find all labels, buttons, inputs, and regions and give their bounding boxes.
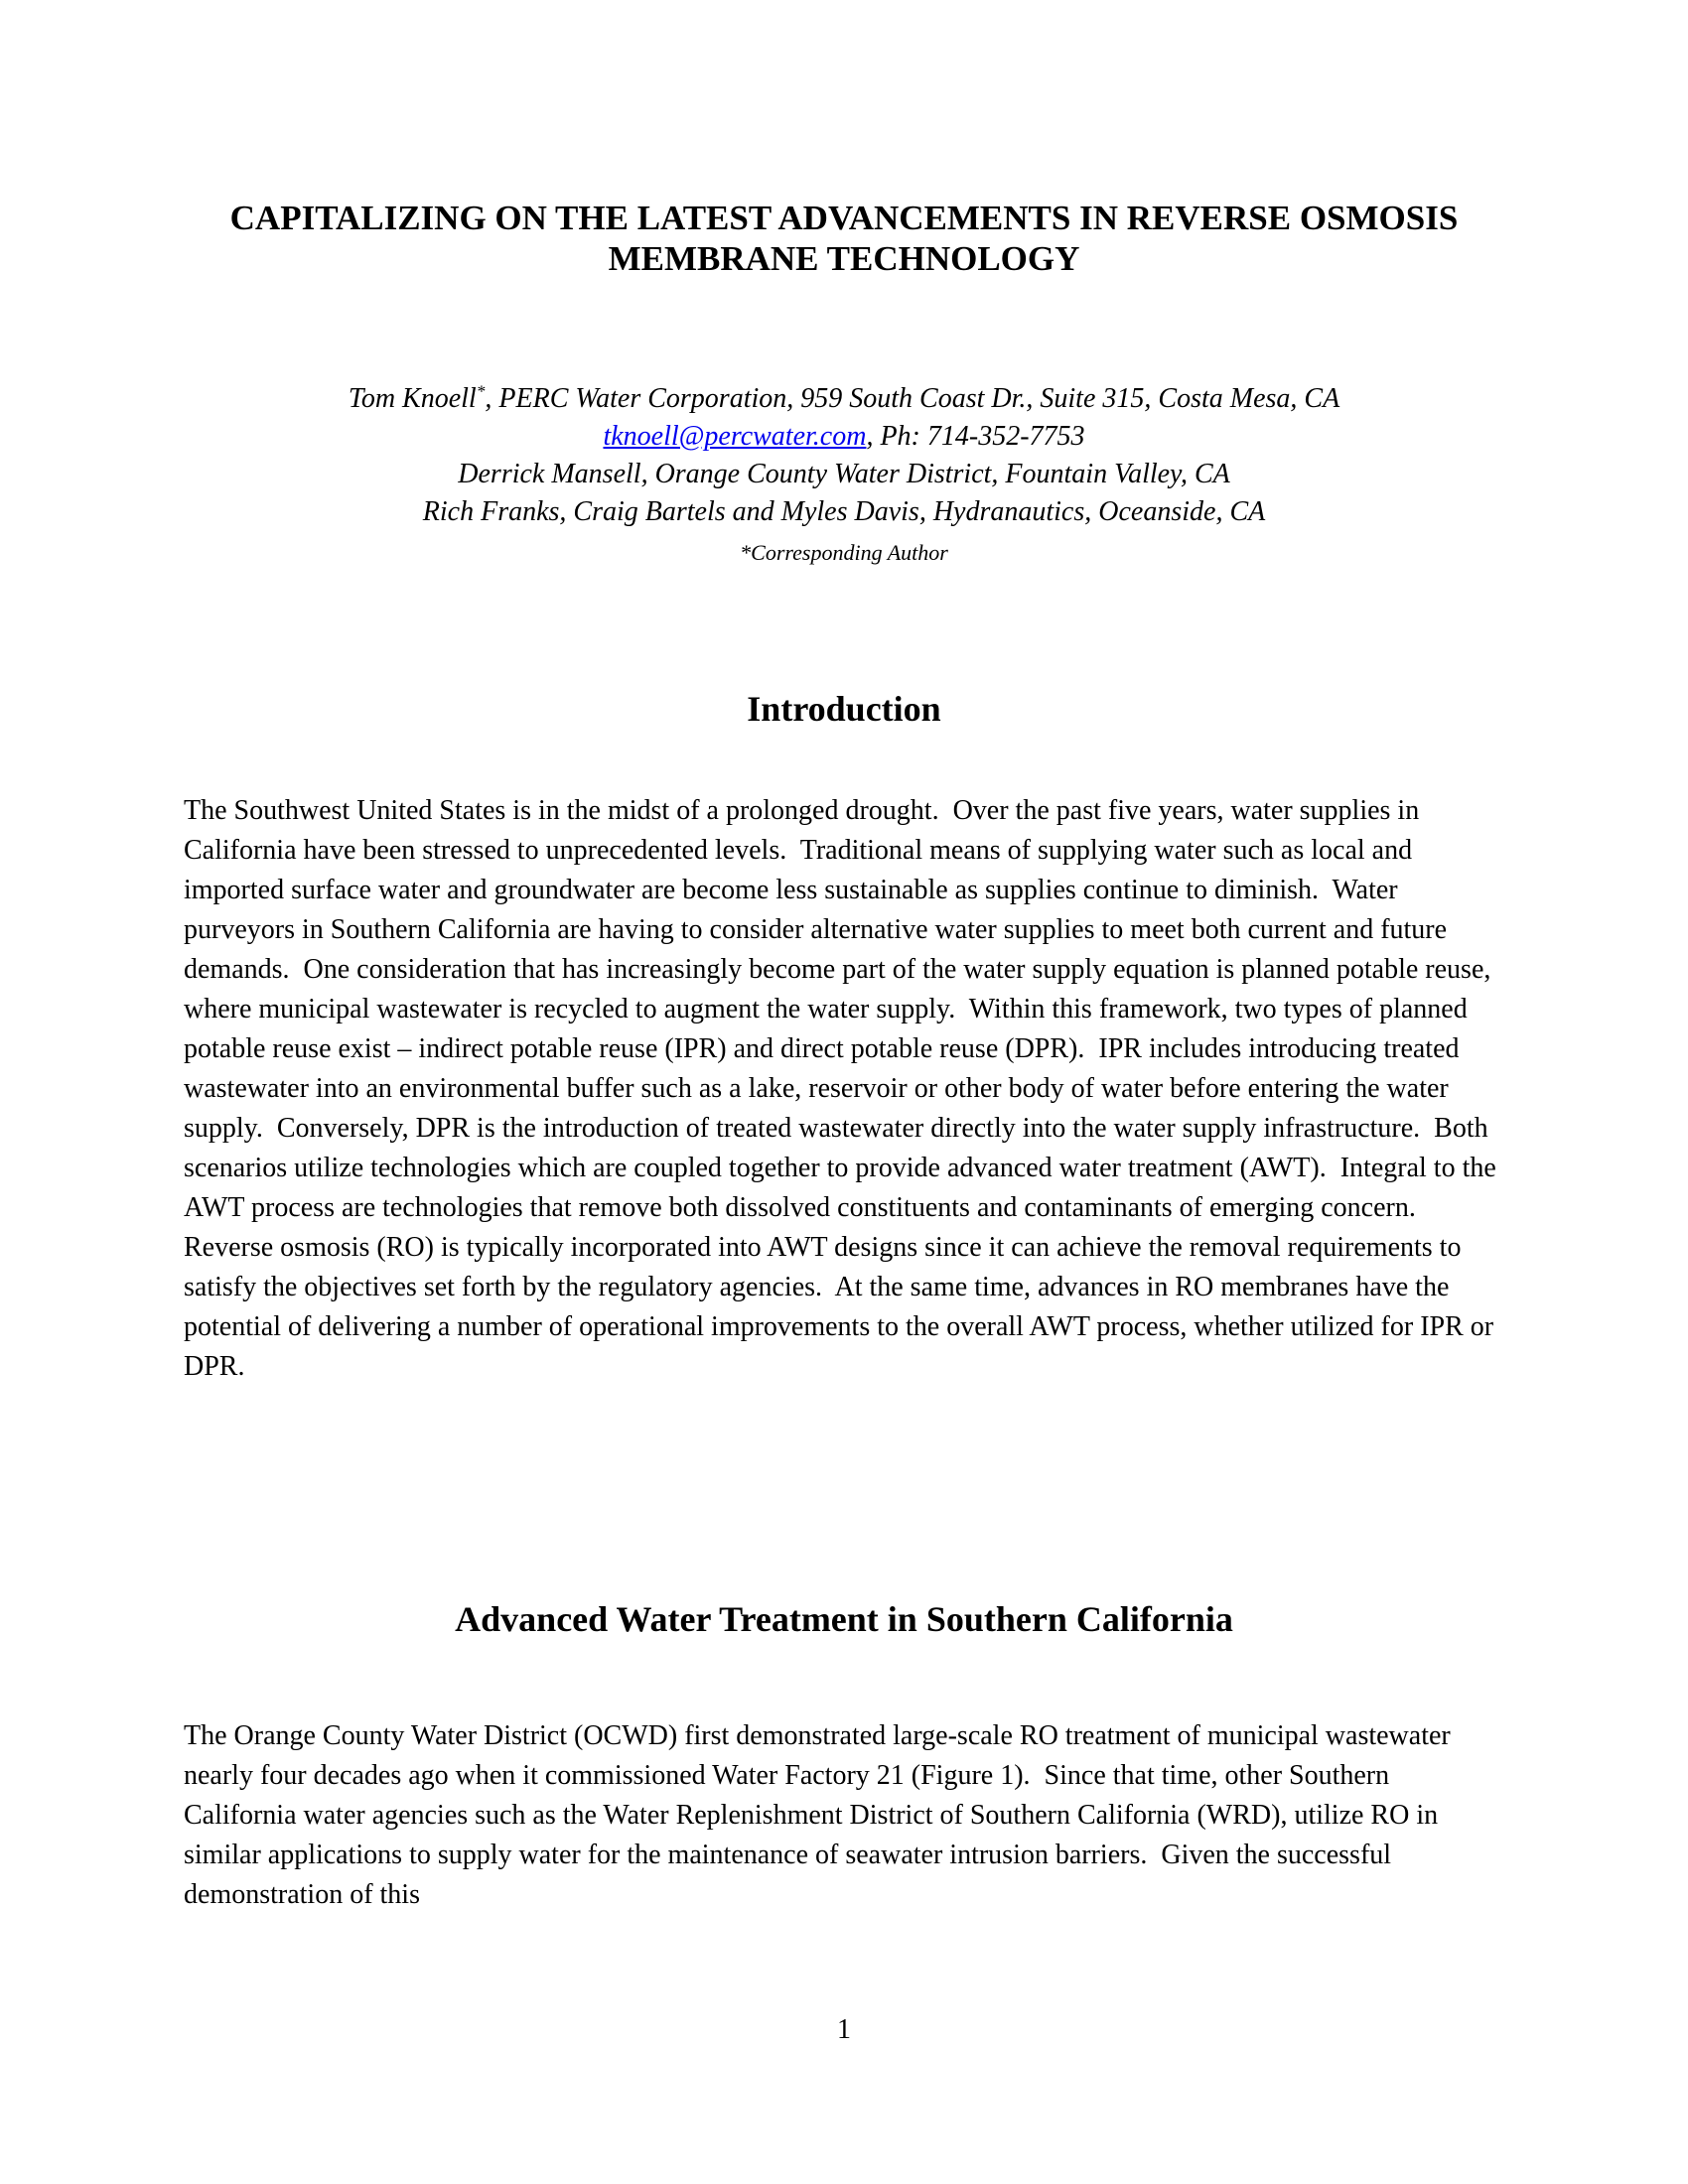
page-number: 1 — [837, 2014, 851, 2045]
author-line-1 — [184, 380, 1504, 418]
email-link[interactable]: tknoell@percwater.com — [603, 421, 867, 452]
phone-text: , Ph: 714-352-7753 — [866, 421, 1085, 452]
author-line-2: Derrick Mansell, Orange County Water District, Fountain Valley, CA — [458, 459, 1230, 489]
author-1-name: Tom Knoell — [348, 383, 477, 414]
section-heading-awt: Advanced Water Treatment in Southern California — [455, 1599, 1233, 1639]
corresponding-author-note: *Corresponding Author — [740, 540, 948, 565]
paper-title: CAPITALIZING ON THE LATEST ADVANCEMENTS IN REVERSE OSMOSIS MEMBRANE TECHNOLOGY — [229, 199, 1459, 278]
awt-paragraph: The Orange County Water District (OCWD) first demonstrated large-scale RO treatment of municipal wastewater nearly four decades ago when it commissioned Water Factory 21 (Figure 1). Since that time, other Southern California water agencies such as the Water Replenishment District of Southern California (WRD), utilize RO in similar applications to supply water for the maintenance of seawater intrusion barriers. Given the successful demonstration of this — [184, 1720, 1458, 1910]
author-contact-line — [184, 418, 1504, 456]
author-block — [184, 380, 1504, 572]
author-line-3: Rich Franks, Craig Bartels and Myles Davis, Hydranautics, Oceanside, CA — [422, 496, 1266, 527]
corresponding-author-asterisk: * — [476, 381, 486, 401]
introduction-paragraph: The Southwest United States is in the midst of a prolonged drought. Over the past five years, water supplies in California have been stressed to unprecedented levels. Traditional means of supplying water such as local and imported surface water and groundwater are become less sustainable as supplies continue to diminish. Water purveyors in Southern California are having to consider alternative water supplies to meet both current and future demands. One consideration that has increasingly become part of the water supply equation is planned potable reuse, where municipal wastewater is recycled to augment the water supply. Within this framework, two types of planned potable reuse exist – indirect potable reuse (IPR) and direct potable reuse (DPR). IPR includes introducing treated wastewater into an environmental buffer such as a lake, reservoir or other body of water before entering the water supply. Conversely, DPR is the introduction of treated wastewater directly into the water supply infrastructure. Both scenarios utilize technologies which are coupled together to provide advanced water treatment (AWT). Integral to the AWT process are technologies that remove both dissolved constituents and contaminants of emerging concern. Reverse osmosis (RO) is typically incorporated into AWT designs since it can achieve the removal requirements to satisfy the objectives set forth by the regulatory agencies. At the same time, advances in RO membranes have the potential of delivering a number of operational improvements to the overall AWT process, whether utilized for IPR or DPR. — [184, 795, 1502, 1382]
section-heading-introduction: Introduction — [747, 689, 941, 729]
author-1-affiliation: , PERC Water Corporation, 959 South Coast Dr., Suite 315, Costa Mesa, CA — [485, 383, 1340, 414]
